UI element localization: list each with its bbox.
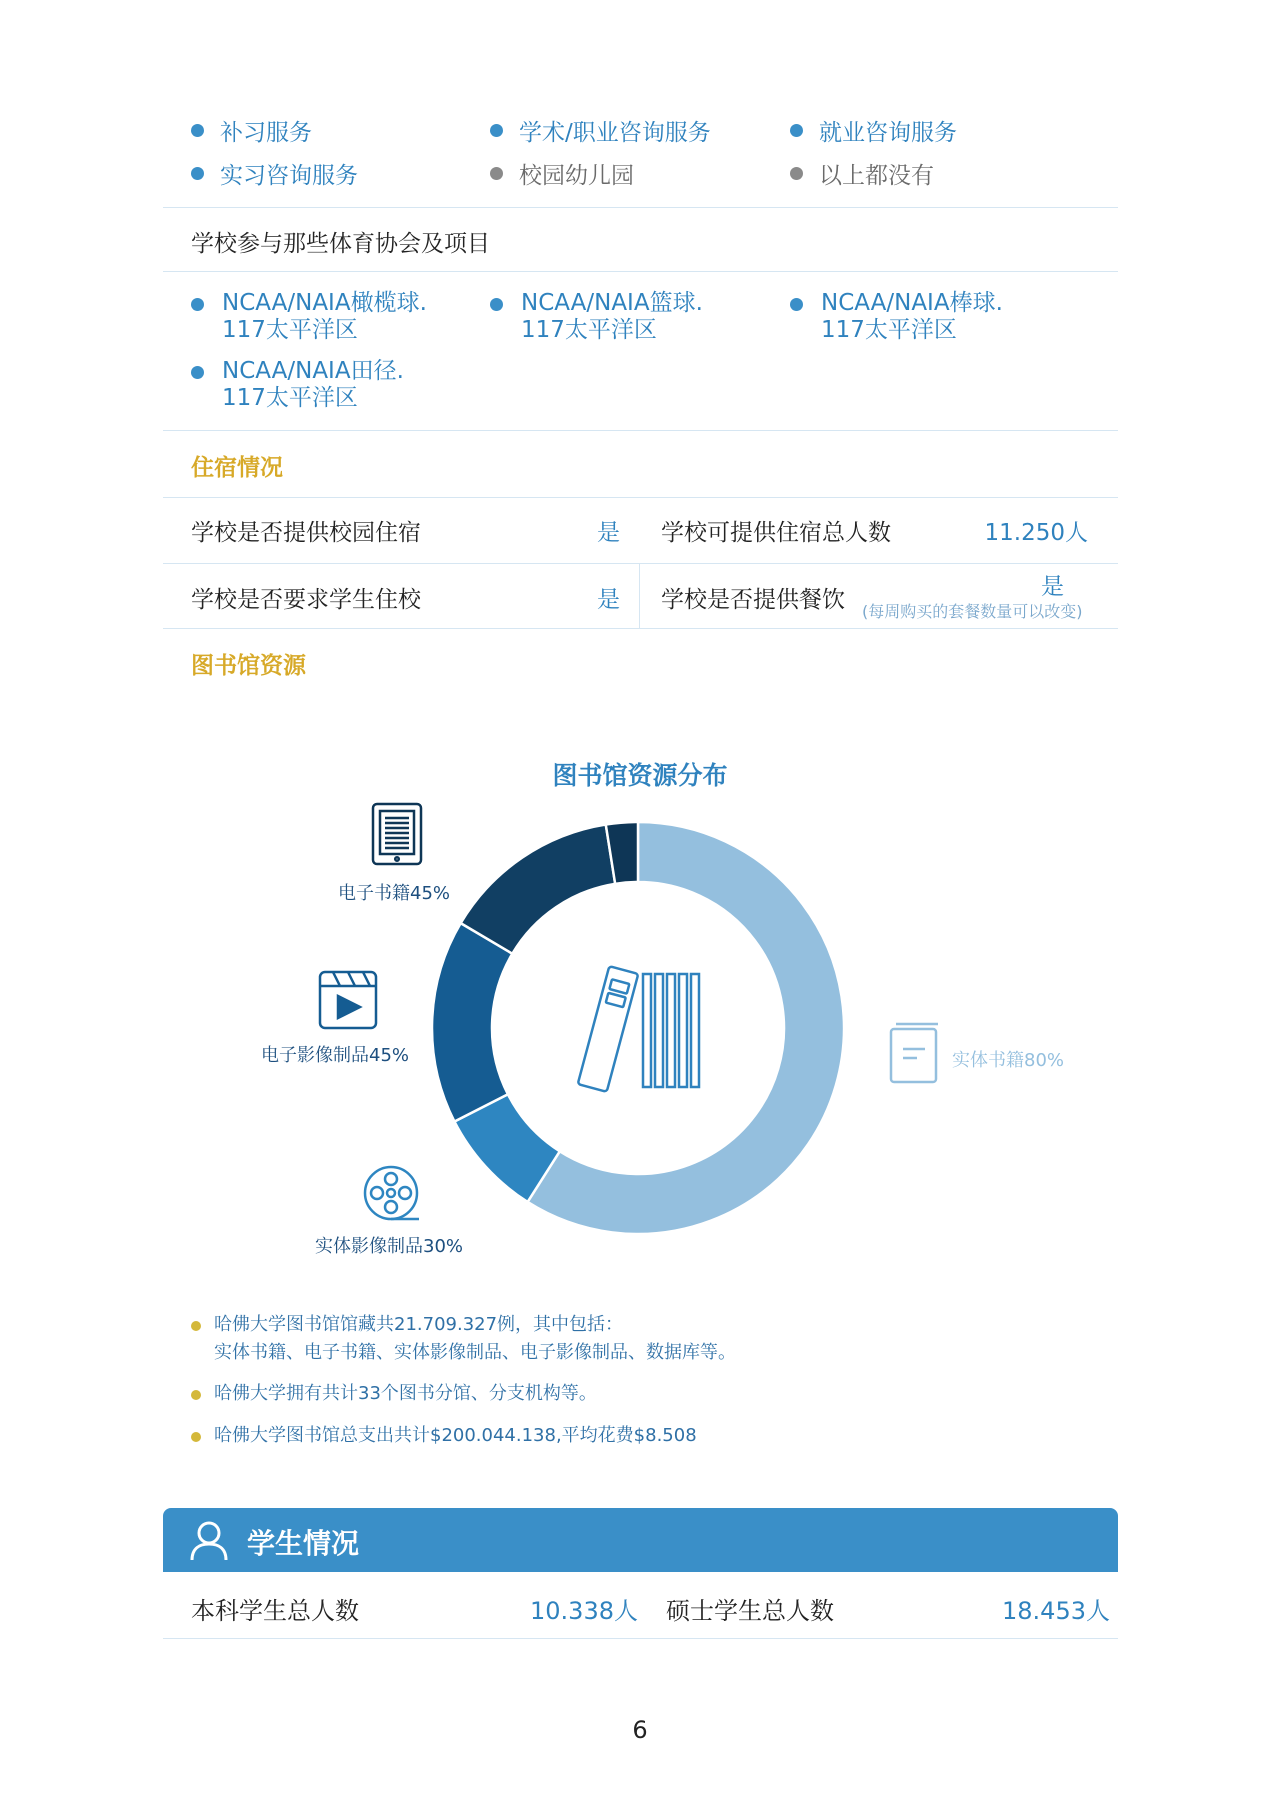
books-icon-part [655, 974, 663, 1087]
chart-label-physical-books: 实体书籍80% [952, 1050, 1065, 1071]
donut-segment [432, 923, 512, 1121]
video-clapper-icon-part [348, 972, 355, 986]
students-title: 学生情况 [247, 1527, 360, 1560]
film-reel-icon [365, 1167, 419, 1219]
sports-heading: 学校参与那些体育协会及项目 [191, 231, 490, 257]
film-reel-icon-part [399, 1187, 411, 1199]
donut-segment [461, 825, 615, 954]
video-clapper-icon-part [338, 996, 360, 1018]
page-number: 6 [632, 1716, 648, 1744]
books-icon [578, 966, 699, 1092]
chart-label-physical-video: 实体影像制品30% [315, 1236, 464, 1257]
bullet-dot-icon [191, 1390, 201, 1400]
sport-name: NCAA/NAIA田径. [222, 358, 404, 384]
housing-note: (每周购买的套餐数量可以改变) [862, 602, 1083, 621]
service-label: 就业咨询服务 [819, 120, 957, 146]
bullet-dot-icon [191, 1432, 201, 1442]
user-icon-body [192, 1544, 226, 1560]
user-icon-head [199, 1523, 219, 1543]
books-icon-part [667, 974, 675, 1087]
books-icon-part [679, 974, 687, 1087]
housing-label: 学校是否提供餐饮 [661, 587, 845, 613]
sport-name: NCAA/NAIA橄榄球. [222, 290, 427, 316]
chart-label-ebooks: 电子书籍45% [338, 883, 451, 904]
housing-value: 是 [1041, 574, 1064, 600]
ebook-reader-icon [373, 804, 421, 864]
housing-title: 住宿情况 [191, 455, 283, 481]
housing-value: 是 [597, 587, 620, 613]
video-clapper-icon-part [363, 972, 370, 986]
housing-label: 学校是否要求学生住校 [191, 587, 421, 613]
library-note-text: 哈佛大学拥有共计33个图书分馆、分支机构等。 [214, 1383, 597, 1404]
undergrad-value: 10.338人 [530, 1597, 638, 1625]
video-clapper-icon-part [333, 972, 340, 986]
undergrad-label: 本科学生总人数 [191, 1597, 359, 1625]
books-icon-part [643, 974, 651, 1087]
chart-title: 图书馆资源分布 [552, 761, 728, 790]
sport-name: NCAA/NAIA篮球. [521, 290, 703, 316]
video-clapper-icon [320, 972, 376, 1028]
grad-label: 硕士学生总人数 [666, 1597, 834, 1625]
divider [163, 1638, 1118, 1639]
service-label: 以上都没有 [819, 163, 934, 189]
film-reel-icon-part [387, 1189, 395, 1197]
sport-conference: 117太平洋区 [222, 385, 358, 411]
ebook-reader-icon-part [395, 857, 399, 861]
sport-conference: 117太平洋区 [521, 317, 657, 343]
library-title: 图书馆资源 [191, 653, 306, 679]
film-reel-icon-part [385, 1201, 397, 1213]
housing-value: 是 [597, 520, 620, 546]
book-icon-part [891, 1029, 936, 1082]
books-icon-part [609, 979, 629, 993]
bullet-dot-icon [191, 1321, 201, 1331]
students-banner [163, 1508, 1118, 1572]
grad-value: 18.453人 [1002, 1597, 1110, 1625]
library-note-text: 哈佛大学图书馆馆藏共21.709.327例，其中包括： [214, 1314, 624, 1335]
donut-segments [432, 822, 844, 1234]
sport-conference: 117太平洋区 [222, 317, 358, 343]
service-label: 补习服务 [220, 120, 312, 146]
service-label: 学术/职业咨询服务 [519, 120, 711, 146]
sport-name: NCAA/NAIA棒球. [821, 290, 1003, 316]
film-reel-icon-part [365, 1167, 417, 1219]
service-label: 实习咨询服务 [220, 163, 358, 189]
chart-label-digital-video: 电子影像制品45% [261, 1045, 410, 1066]
library-note-text: 实体书籍、电子书籍、实体影像制品、电子影像制品、数据库等。 [214, 1342, 736, 1363]
housing-label: 学校是否提供校园住宿 [191, 520, 421, 546]
user-icon [189, 1520, 229, 1562]
library-note-text: 哈佛大学图书馆总支出共计$200.044.138,平均花费$8.508 [214, 1425, 697, 1446]
books-icon-part [691, 974, 699, 1087]
film-reel-icon-part [371, 1187, 383, 1199]
housing-label: 学校可提供住宿总人数 [661, 520, 891, 546]
sport-conference: 117太平洋区 [821, 317, 957, 343]
books-icon-part [606, 993, 626, 1007]
film-reel-icon-part [385, 1173, 397, 1185]
service-label: 校园幼儿园 [519, 163, 634, 189]
book-icon [891, 1024, 938, 1082]
housing-value: 11.250人 [984, 520, 1088, 546]
